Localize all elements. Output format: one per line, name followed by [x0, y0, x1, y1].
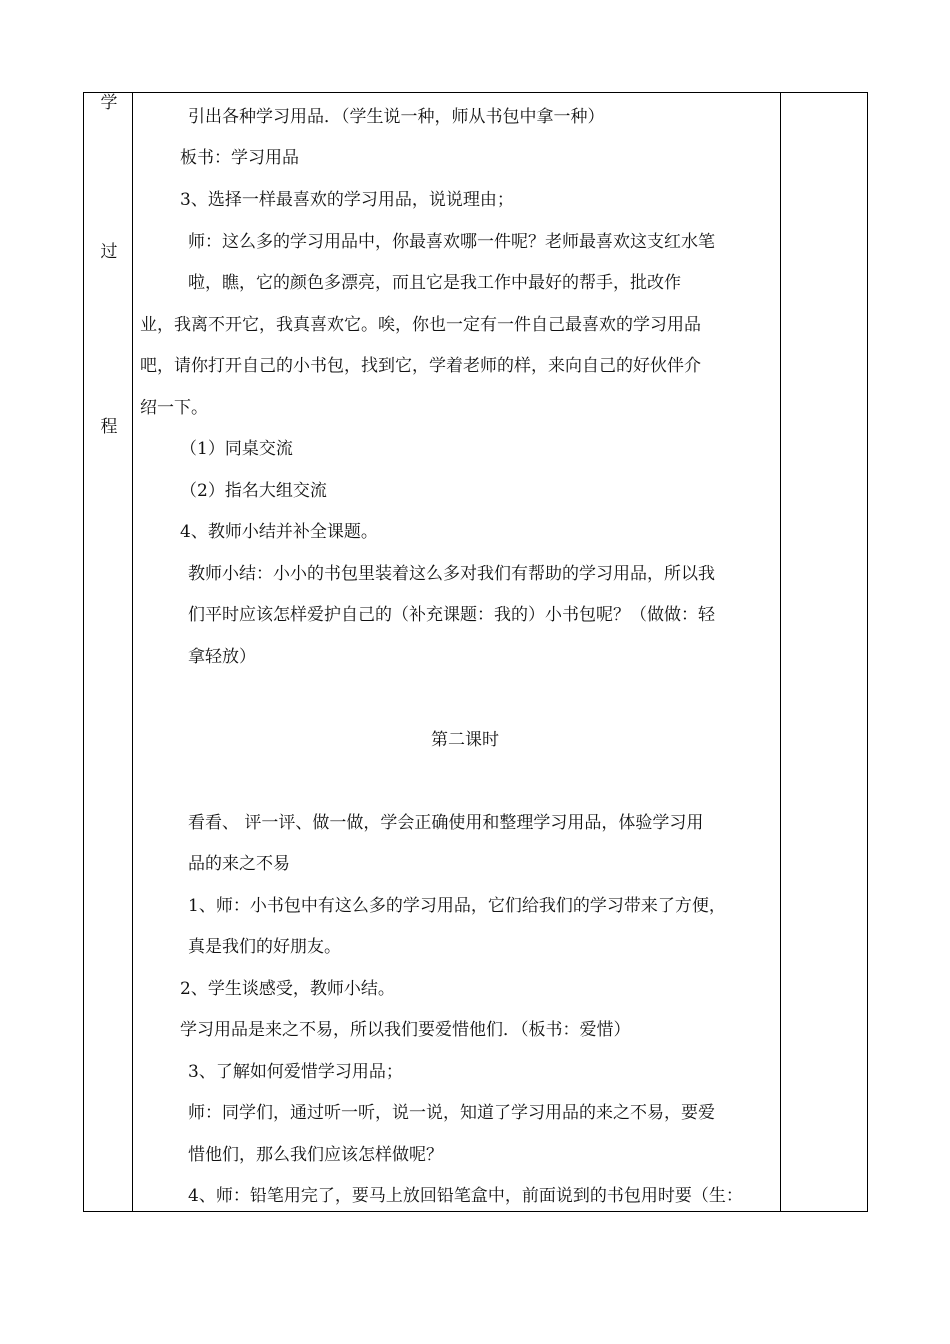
column-divider-right [780, 93, 781, 1211]
paragraph-line: （2）指名大组交流 [180, 481, 327, 501]
section-heading: 第二课时 [431, 730, 499, 750]
paragraph-line: 学习用品是来之不易，所以我们要爱惜他们．（板书：爱惜） [180, 1020, 631, 1040]
paragraph-line: 板书：学习用品 [180, 148, 299, 168]
paragraph-line: 业，我离不开它，我真喜欢它。唉，你也一定有一件自己最喜欢的学习用品 [140, 315, 701, 335]
paragraph-line: 4、师：铅笔用完了，要马上放回铅笔盒中，前面说到的书包用时要（生： [188, 1186, 743, 1206]
paragraph-line: 啦，瞧，它的颜色多漂亮，而且它是我工作中最好的帮手，批改作 [188, 273, 681, 293]
paragraph-line: 真是我们的好朋友。 [188, 937, 341, 957]
paragraph-line: 师：同学们，通过听一听，说一说，知道了学习用品的来之不易，要爱 [188, 1103, 715, 1123]
paragraph-line: 3、选择一样最喜欢的学习用品，说说理由； [180, 190, 514, 210]
paragraph-line: 拿轻放） [188, 647, 256, 667]
paragraph-line: 惜他们，那么我们应该怎样做呢？ [188, 1145, 443, 1165]
paragraph-line: 教师小结：小小的书包里装着这么多对我们有帮助的学习用品，所以我 [188, 564, 715, 584]
side-label-cheng: 程 [100, 417, 118, 437]
paragraph-line: 1、师：小书包中有这么多的学习用品，它们给我们的学习带来了方便， [188, 896, 726, 916]
paragraph-line: 引出各种学习用品．（学生说一种，师从书包中拿一种） [188, 107, 605, 127]
paragraph-line: （1）同桌交流 [180, 439, 293, 459]
paragraph-line: 3、了解如何爱惜学习用品； [188, 1062, 403, 1082]
paragraph-line: 绍一下。 [140, 398, 208, 418]
paragraph-line: 2、学生谈感受，教师小结。 [180, 979, 395, 999]
side-label-guo: 过 [100, 242, 118, 262]
paragraph-line: 看看、 评一评、做一做，学会正确使用和整理学习用品，体验学习用 [188, 813, 704, 833]
paragraph-line: 师：这么多的学习用品中，你最喜欢哪一件呢？老师最喜欢这支红水笔 [188, 232, 715, 252]
column-divider-left [132, 93, 133, 1211]
side-label-xue: 学 [100, 93, 118, 113]
paragraph-line: 品的来之不易 [188, 854, 290, 874]
paragraph-line: 吧，请你打开自己的小书包，找到它，学着老师的样，来向自己的好伙伴介 [140, 356, 701, 376]
paragraph-line: 4、教师小结并补全课题。 [180, 522, 378, 542]
paragraph-line: 们平时应该怎样爱护自己的（补充课题：我的）小书包呢？（做做：轻 [188, 605, 715, 625]
